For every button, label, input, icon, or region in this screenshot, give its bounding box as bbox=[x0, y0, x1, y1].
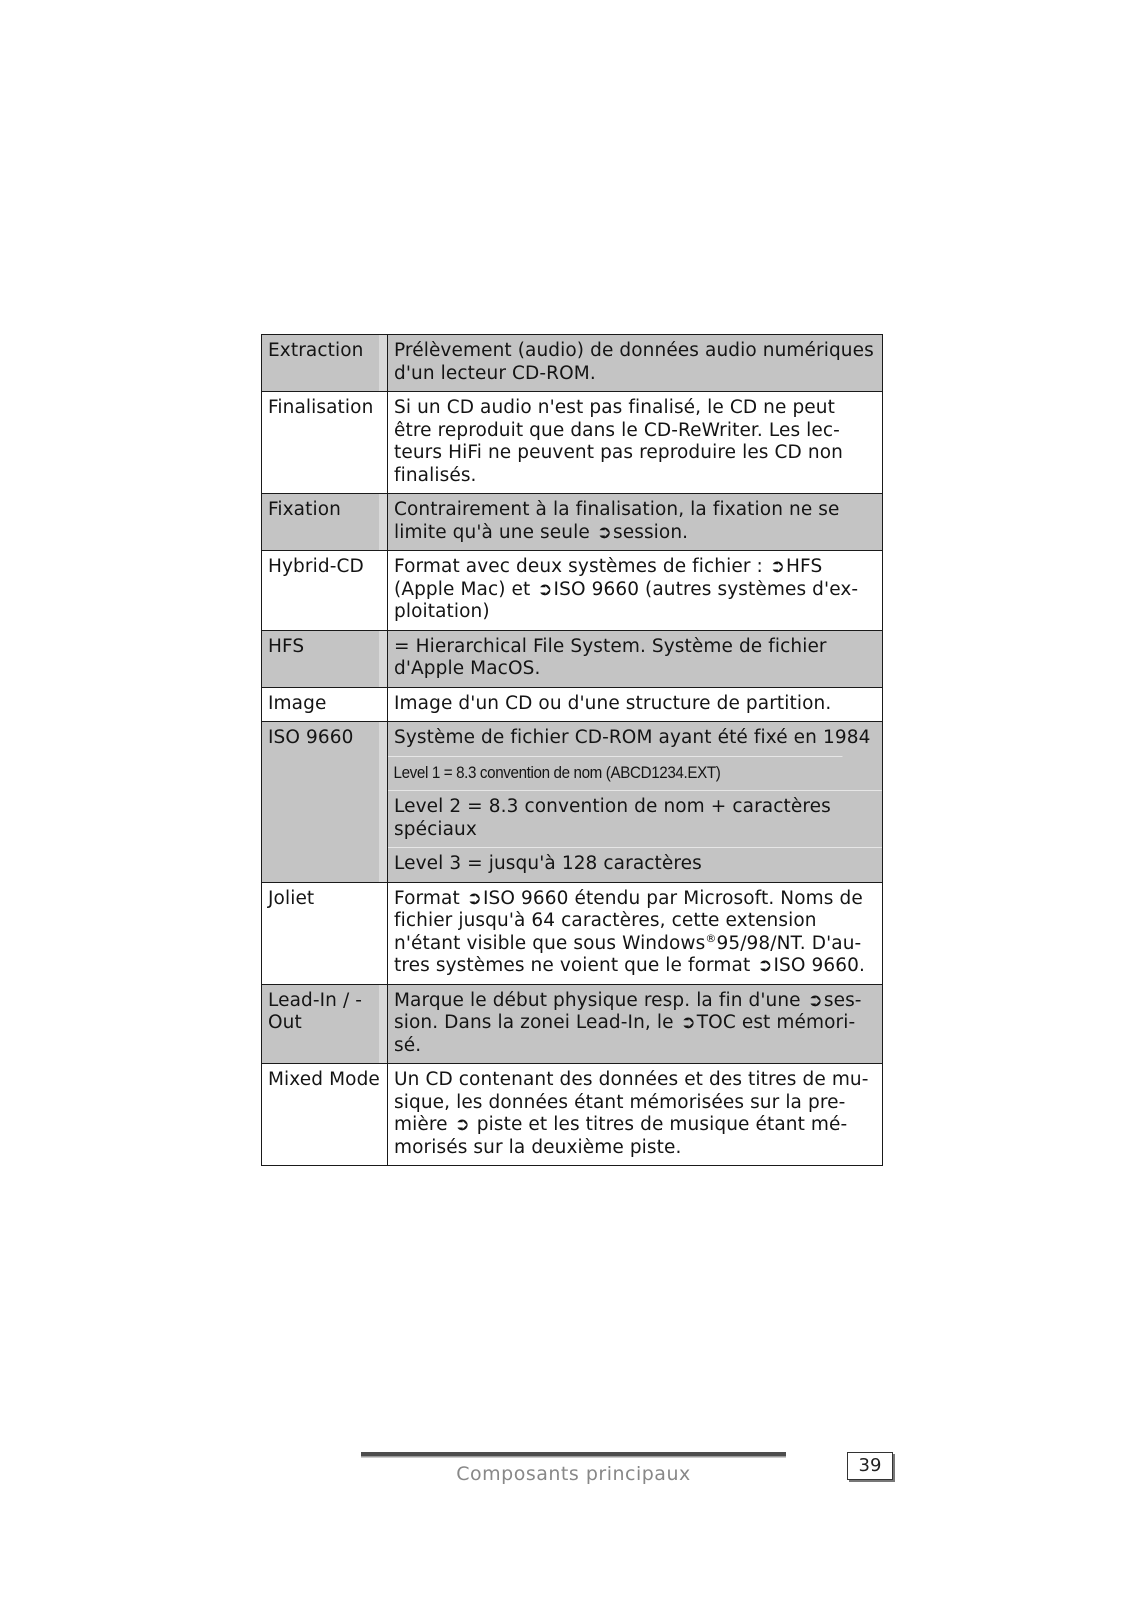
definition-text: Contrairement à la finalisation, la fixation ne se limite qu'à une seule bbox=[394, 499, 840, 543]
glossary-term: Mixed Mode bbox=[262, 1064, 388, 1166]
glossary-definition bbox=[388, 551, 883, 631]
definition-block bbox=[388, 727, 882, 756]
glossary-definition bbox=[388, 1064, 883, 1166]
glossary-term: HFS bbox=[262, 630, 388, 687]
registered-mark: ® bbox=[705, 931, 717, 945]
definition-text: Level 2 = 8.3 convention de nom + caractères spéciaux bbox=[394, 796, 831, 840]
definition-block bbox=[394, 990, 876, 1058]
definition-text: ses-sion. Dans la zonei Lead-In, le bbox=[394, 989, 862, 1033]
glossary-term: Fixation bbox=[262, 494, 388, 551]
glossary-definition bbox=[388, 722, 883, 883]
definition-block bbox=[394, 888, 876, 978]
page-number: 39 bbox=[847, 1452, 893, 1480]
cross-reference-arrow-icon: ➲ bbox=[596, 521, 612, 543]
definition-block bbox=[394, 397, 876, 487]
glossary-definition bbox=[388, 392, 883, 494]
definition-text: Format bbox=[394, 887, 466, 909]
cross-reference-arrow-icon: ➲ bbox=[769, 556, 786, 577]
definition-sub-blocks bbox=[388, 727, 882, 882]
definition-text: HFS (Apple Mac) et bbox=[394, 556, 823, 600]
glossary-row bbox=[262, 1064, 883, 1166]
cross-reference-arrow-icon: ➲ bbox=[466, 887, 482, 909]
definition-text: Si un CD audio n'est pas finalisé, le CD ne peut être reproduit que dans le CD-ReWriter. Les lec-teurs HiFi ne peuvent pas reproduire les CD non finalisés. bbox=[394, 397, 843, 486]
definition-block bbox=[394, 340, 876, 385]
footer-rule bbox=[361, 1452, 786, 1456]
glossary-term: Lead-In / -Out bbox=[262, 984, 388, 1064]
glossary-definition bbox=[388, 687, 883, 722]
glossary-row bbox=[262, 494, 883, 551]
glossary-term: ISO 9660 bbox=[262, 722, 388, 883]
glossary-term: Joliet bbox=[262, 882, 388, 984]
glossary-definition bbox=[388, 335, 883, 392]
definition-block bbox=[388, 847, 882, 882]
glossary-term: Finalisation bbox=[262, 392, 388, 494]
glossary-row bbox=[262, 335, 883, 392]
definition-text: = Hierarchical File System. Système de fichier d'Apple MacOS. bbox=[394, 635, 827, 679]
definition-text: ISO 9660 étendu par Microsoft. Noms de fichier jusqu'à 64 caractères, cette extension n'étant visible que sous Windows bbox=[394, 887, 863, 954]
definition-text: Système de fichier CD-ROM ayant été fixé en 1984 bbox=[394, 727, 871, 748]
definition-block bbox=[394, 499, 876, 544]
glossary-row bbox=[262, 551, 883, 631]
definition-block bbox=[394, 693, 876, 716]
definition-text: ISO 9660 (autres systèmes d'ex-ploitation) bbox=[394, 578, 859, 622]
cross-reference-arrow-icon: ➲ bbox=[680, 1012, 696, 1033]
definition-text: Marque le début physique resp. la fin d'une bbox=[394, 989, 807, 1011]
glossary-definition bbox=[388, 494, 883, 551]
definition-text: session. bbox=[612, 521, 689, 543]
definition-text: ISO 9660. bbox=[773, 955, 866, 976]
glossary-term: Extraction bbox=[262, 335, 388, 392]
definition-text: piste et les titres de musique étant mé-morisés sur la deuxième piste. bbox=[394, 1114, 848, 1158]
cross-reference-arrow-icon: ➲ bbox=[807, 989, 823, 1011]
glossary-row bbox=[262, 722, 883, 883]
glossary-row bbox=[262, 882, 883, 984]
definition-text: Level 3 = jusqu'à 128 caractères bbox=[394, 853, 702, 874]
definition-text: Image d'un CD ou d'une structure de partition. bbox=[394, 692, 832, 714]
definition-block bbox=[394, 1069, 876, 1159]
definition-block bbox=[388, 756, 842, 791]
footer-title: Composants principaux bbox=[456, 1463, 691, 1485]
glossary-definition bbox=[388, 882, 883, 984]
glossary-row bbox=[262, 687, 883, 722]
definition-text: Prélèvement (audio) de données audio numériques d'un lecteur CD-ROM. bbox=[394, 340, 874, 384]
definition-text: TOC est mémori-sé. bbox=[394, 1012, 856, 1056]
definition-text: Level 1 = 8.3 convention de nom (ABCD1234.EXT) bbox=[393, 763, 721, 782]
definition-block bbox=[388, 790, 882, 847]
cross-reference-arrow-icon: ➲ bbox=[537, 578, 553, 600]
glossary-table bbox=[261, 334, 883, 1166]
glossary-term: Hybrid-CD bbox=[262, 551, 388, 631]
glossary-row bbox=[262, 984, 883, 1064]
definition-block bbox=[394, 636, 876, 681]
glossary-row bbox=[262, 392, 883, 494]
cross-reference-arrow-icon: ➲ bbox=[454, 1114, 470, 1135]
glossary-definition bbox=[388, 630, 883, 687]
cross-reference-arrow-icon: ➲ bbox=[757, 955, 773, 976]
glossary-term: Image bbox=[262, 687, 388, 722]
definition-text: Format avec deux systèmes de fichier : bbox=[394, 556, 769, 577]
glossary-definition bbox=[388, 984, 883, 1064]
definition-text: 95/98/NT. D'au-tres systèmes ne voient que le format bbox=[394, 932, 862, 976]
definition-text: Un CD contenant des données et des titres de mu-sique, les données étant mémorisées sur la pre-mière bbox=[394, 1069, 869, 1135]
glossary-row bbox=[262, 630, 883, 687]
glossary-body bbox=[262, 335, 883, 1166]
definition-block bbox=[394, 556, 876, 624]
